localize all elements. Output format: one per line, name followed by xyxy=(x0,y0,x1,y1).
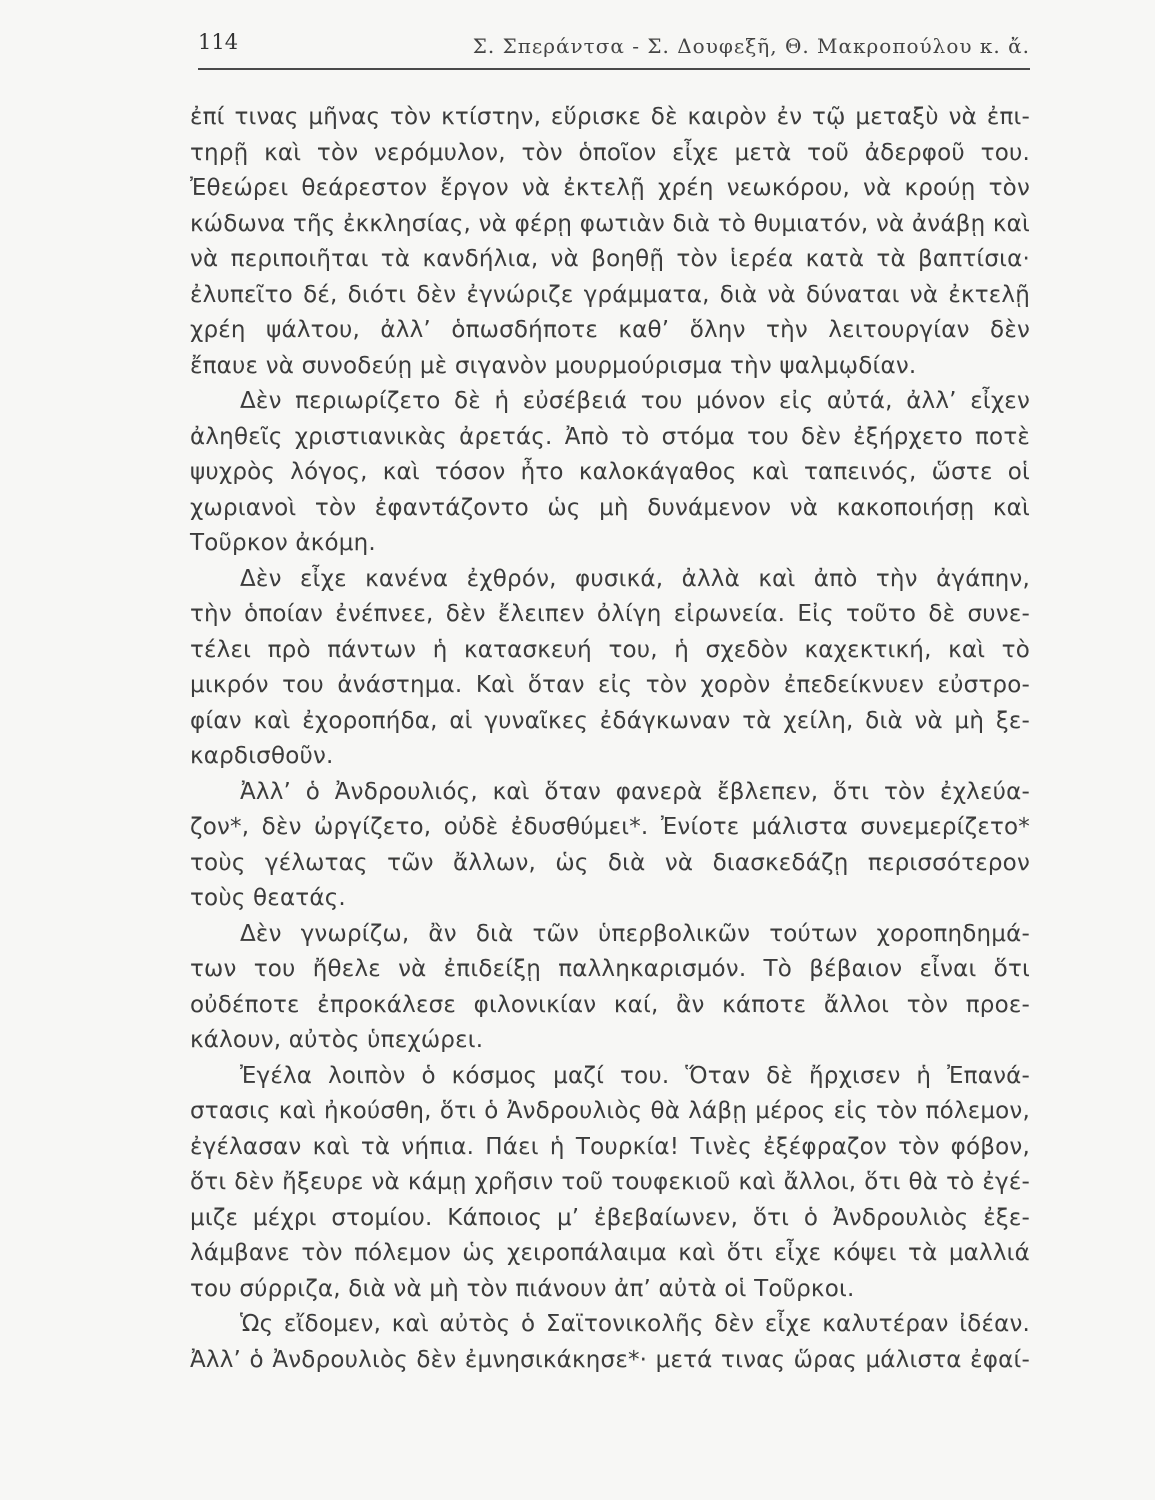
text-line: οὐδέποτε ἐπροκάλεσε φιλονικίαν καί, ἂν κάποτε ἄλλοι τὸν προε- xyxy=(190,991,1030,1018)
text-line: ζον*, δὲν ὠργίζετο, οὐδὲ ἐδυσθύμει*. Ἐνίοτε μάλιστα συνεμερίζετο* xyxy=(190,814,1030,840)
text-line: ἐλυπεῖτο δέ, διότι δὲν ἐγνώριζε γράμματα, διὰ νὰ δύναται νὰ ἐκτελῇ xyxy=(190,281,1030,308)
text-line: Ὡς εἴδομεν, καὶ αὐτὸς ὁ Σαϊτονικολῆς δὲν εἶχε καλυτέραν ἰδέαν. xyxy=(240,1311,1030,1337)
text-line: χωριανοὶ τὸν ἐφαντάζοντο ὡς μὴ δυνάμενον νὰ κακοποιήσῃ καὶ xyxy=(190,494,1030,521)
text-line: τέλει πρὸ πάντων ἡ κατασκευή του, ἡ σχεδὸν καχεκτική, καὶ τὸ xyxy=(190,636,1030,663)
text-line: Τοῦρκον ἀκόμη. xyxy=(190,530,376,556)
text-line: χρέη ψάλτου, ἀλλ’ ὁπωσδήποτε καθ’ ὅλην τὴν λειτουργίαν δὲν xyxy=(190,317,1030,343)
text-line: τὴν ὁποίαν ἐνέπνεε, δὲν ἔλειπεν ὀλίγη εἰρωνεία. Εἰς τοῦτο δὲ συνε- xyxy=(190,601,1030,627)
text-line: μιζε μέχρι στομίου. Κάποιος μ’ ἐβεβαίωνεν, ὅτι ὁ Ἀνδρουλιὸς ἐξε- xyxy=(190,1204,1030,1231)
body-text xyxy=(190,100,1030,1378)
text-line: φίαν καὶ ἐχοροπήδα, αἱ γυναῖκες ἐδάγκωναν τὰ χείλη, διὰ νὰ μὴ ξε- xyxy=(190,707,1030,734)
text-line: Ἀλλ’ ὁ Ἀνδρουλιὸς δὲν ἐμνησικάκησε*· μετά τινας ὥρας μάλιστα ἐφαί- xyxy=(190,1346,1030,1373)
text-line: τοὺς θεατάς. xyxy=(190,885,346,911)
text-line: λάμβανε τὸν πόλεμον ὡς χειροπάλαιμα καὶ ὅτι εἶχε κόψει τὰ μαλλιά xyxy=(190,1240,1030,1266)
text-line: ἀληθεῖς χριστιανικὰς ἀρετάς. Ἀπὸ τὸ στόμα του δὲν ἐξήρχετο ποτὲ xyxy=(190,423,1030,450)
text-line: μικρόν του ἀνάστημα. Καὶ ὅταν εἰς τὸν χορὸν ἐπεδείκνυεν εὐστρο- xyxy=(190,672,1030,698)
text-line: κάλουν, αὐτὸς ὑπεχώρει. xyxy=(190,1027,484,1053)
text-line: Δὲν γνωρίζω, ἂν διὰ τῶν ὑπερβολικῶν τούτων χοροπηδημά- xyxy=(240,920,1030,947)
text-line: ὅτι δὲν ἤξευρε νὰ κάμῃ χρῆσιν τοῦ τουφεκιοῦ καὶ ἄλλοι, ὅτι θὰ τὸ ἐγέ- xyxy=(190,1169,1030,1195)
text-line: ἐπί τινας μῆνας τὸν κτίστην, εὕρισκε δὲ καιρὸν ἐν τῷ μεταξὺ νὰ ἐπι- xyxy=(190,104,1030,130)
text-line: ἔπαυε νὰ συνοδεύῃ μὲ σιγανὸν μουρμούρισμα τὴν ψαλμῳδίαν. xyxy=(190,352,917,379)
text-line: στασις καὶ ἠκούσθη, ὅτι ὁ Ἀνδρουλιὸς θὰ λάβῃ μέρος εἰς τὸν πόλεμον, xyxy=(190,1098,1030,1124)
text-line: Ἐγέλα λοιπὸν ὁ κόσμος μαζί του. Ὅταν δὲ ἤρχισεν ἡ Ἐπανά- xyxy=(240,1062,1030,1089)
text-line: του σύρριζα, διὰ νὰ μὴ τὸν πιάνουν ἀπ’ αὐτὰ οἱ Τοῦρκοι. xyxy=(190,1275,855,1302)
text-line: τηρῇ καὶ τὸν νερόμυλον, τὸν ὁποῖον εἶχε μετὰ τοῦ ἀδερφοῦ του. xyxy=(190,139,1030,166)
page-header xyxy=(198,30,1030,66)
text-line: ψυχρὸς λόγος, καὶ τόσον ἦτο καλοκάγαθος καὶ ταπεινός, ὥστε οἱ xyxy=(190,459,1030,485)
text-line: τοὺς γέλωτας τῶν ἄλλων, ὡς διὰ νὰ διασκεδάζῃ περισσότερον xyxy=(190,849,1030,876)
header-rule xyxy=(198,68,1030,70)
text-line: Ἐθεώρει θεάρεστον ἔργον νὰ ἐκτελῇ χρέη νεωκόρου, νὰ κρούῃ τὸν xyxy=(190,175,1030,201)
text-line: ἐγέλασαν καὶ τὰ νήπια. Πάει ἡ Τουρκία! Τινὲς ἐξέφραζον τὸν φόβον, xyxy=(190,1133,1030,1160)
text-line: νὰ περιποιῆται τὰ κανδήλια, νὰ βοηθῇ τὸν ἱερέα κατὰ τὰ βαπτίσια· xyxy=(190,246,1030,272)
text-line: Δὲν εἶχε κανένα ἐχθρόν, φυσικά, ἀλλὰ καὶ ἀπὸ τὴν ἀγάπην, xyxy=(240,565,1030,592)
text-line: των του ἤθελε νὰ ἐπιδείξῃ παλληκαρισμόν. Τὸ βέβαιον εἶναι ὅτι xyxy=(190,956,1030,982)
text-line: καρδισθοῦν. xyxy=(190,743,334,769)
text-line: κώδωνα τῆς ἐκκλησίας, νὰ φέρῃ φωτιὰν διὰ τὸ θυμιατόν, νὰ ἀνάβῃ καὶ xyxy=(190,210,1030,237)
page-number: 114 xyxy=(198,30,239,54)
running-head: Σ. Σπεράντσα - Σ. Δουφεξῆ, Θ. Μακροπούλου κ. ἄ. xyxy=(472,34,1030,58)
text-line: Ἀλλ’ ὁ Ἀνδρουλιός, καὶ ὅταν φανερὰ ἔβλεπεν, ὅτι τὸν ἐχλεύα- xyxy=(240,778,1030,805)
text-line: Δὲν περιωρίζετο δὲ ἡ εὐσέβειά του μόνον εἰς αὐτά, ἀλλ’ εἶχεν xyxy=(240,388,1030,414)
